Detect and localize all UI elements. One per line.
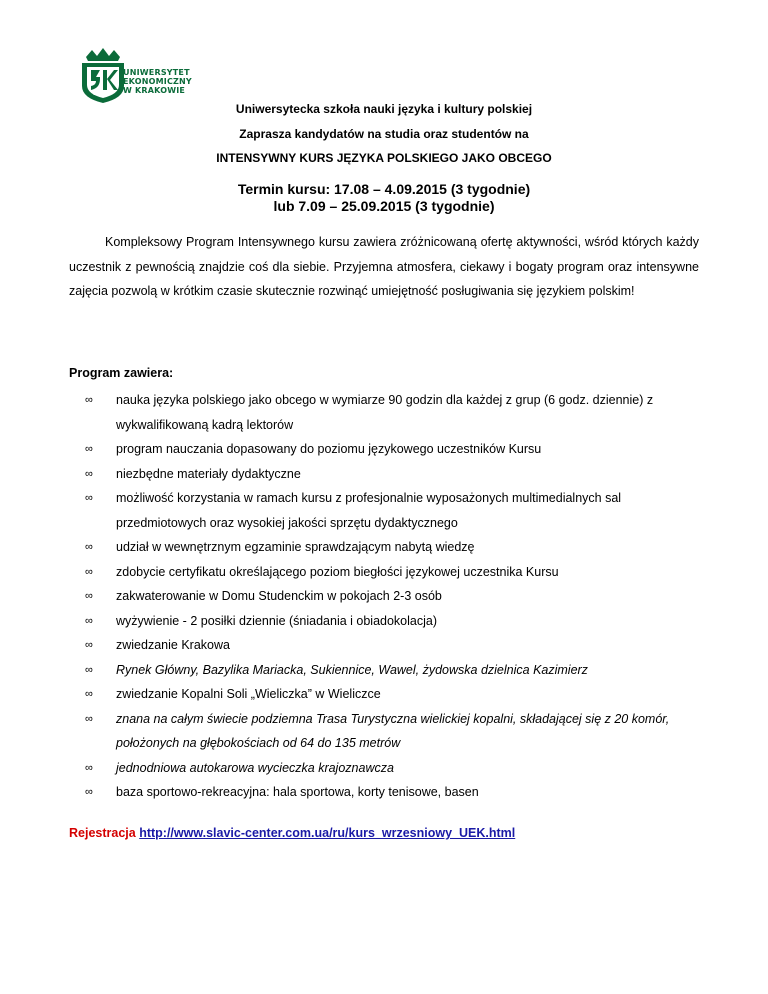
list-item: ∞ baza sportowo-rekreacyjna: hala sportowa, korty tenisowe, basen — [69, 780, 709, 805]
school-name: Uniwersytecka szkoła nauki języka i kultury polskiej — [235, 102, 533, 116]
list-item: ∞ wyżywienie - 2 posiłki dziennie (śniadania i obiadokolacja) — [69, 609, 709, 634]
infinity-bullet-icon: ∞ — [85, 565, 93, 578]
invitation-line: Zaprasza kandydatów na studia oraz studentów na — [239, 127, 529, 141]
list-item: ∞ zakwaterowanie w Domu Studenckim w pokojach 2-3 osób — [69, 584, 709, 609]
list-item: ∞ program nauczania dopasowany do poziomu językowego uczestników Kursu — [69, 437, 709, 462]
course-title: INTENSYWNY KURS JĘZYKA POLSKIEGO JAKO OBCEGO — [216, 151, 552, 165]
registration-link[interactable]: http://www.slavic-center.com.ua/ru/kurs_wrzesniowy_UEK.html — [139, 826, 516, 840]
intro-paragraph: Kompleksowy Program Intensywnego kursu zawiera zróżnicowaną ofertę aktywności, wśród których każdy uczestnik z pewnością znajdzie coś dla siebie. Przyjemna atmosfera, ciekawy i bogaty program oraz intensywne zajęcia pozwolą w krótkim czasie skutecznie rozwinąć umiejętność posługiwania się językiem polskim! — [69, 235, 699, 298]
infinity-bullet-icon: ∞ — [85, 443, 93, 455]
program-title: Program zawiera: — [69, 366, 174, 380]
list-item: ∞ niezbędne materiały dydaktyczne — [69, 462, 709, 487]
infinity-bullet-icon: ∞ — [85, 492, 93, 504]
infinity-bullet-icon: ∞ — [85, 541, 93, 553]
infinity-bullet-icon: ∞ — [85, 761, 93, 774]
list-item: ∞ zdobycie certyfikatu określającego poziom biegłości językowej uczestnika Kursu — [69, 560, 709, 585]
list-item: ∞ możliwość korzystania w ramach kursu z profesjonalnie wyposażonych multimedialnych sal przedmiotowych oraz wysokiej jakości sprzętu dydaktycznego — [69, 486, 709, 535]
program-list — [69, 388, 709, 805]
infinity-bullet-icon: ∞ — [85, 590, 93, 602]
infinity-bullet-icon: ∞ — [85, 663, 93, 676]
list-item: ∞ Rynek Główny, Bazylika Mariacka, Sukiennice, Wawel, żydowska dzielnica Kazimierz — [69, 658, 709, 683]
term-first: Termin kursu: 17.08 – 4.09.2015 (3 tygodnie) — [237, 181, 531, 197]
logo-wordmark — [123, 68, 192, 95]
infinity-bullet-icon: ∞ — [85, 614, 93, 627]
term-second: lub 7.09 – 25.09.2015 (3 tygodnie) — [273, 198, 495, 214]
infinity-bullet-icon: ∞ — [85, 688, 93, 700]
list-item: ∞ zwiedzanie Kopalni Soli „Wieliczka” w Wieliczce — [69, 682, 709, 707]
logo-line: EKONOMICZNY — [123, 77, 192, 86]
list-item: ∞ nauka języka polskiego jako obcego w wymiarze 90 godzin dla każdej z grup (6 godz. dziennie) z wykwalifikowaną kadrą lektorów — [69, 388, 709, 437]
logo-line: UNIWERSYTET — [123, 68, 190, 77]
logo-year: 1925 — [93, 91, 106, 97]
list-item: ∞ zwiedzanie Krakowa — [69, 633, 709, 658]
list-item: ∞ znana na całym świecie podziemna Trasa Turystyczna wielickiej kopalni, składającej się z 20 komór, położonych na głębokościach od 64 do 135 metrów — [69, 707, 709, 756]
list-item: ∞ jednodniowa autokarowa wycieczka krajoznawcza — [69, 756, 709, 781]
registration-label: Rejestracja — [69, 826, 136, 840]
infinity-bullet-icon: ∞ — [85, 394, 93, 406]
infinity-bullet-icon: ∞ — [85, 639, 93, 651]
registration-line — [69, 826, 515, 840]
logo-line: W KRAKOWIE — [123, 86, 186, 95]
infinity-bullet-icon: ∞ — [85, 467, 93, 480]
list-item: ∞ udział w wewnętrznym egzaminie sprawdzającym nabytą wiedzę — [69, 535, 709, 560]
infinity-bullet-icon: ∞ — [85, 712, 93, 725]
infinity-bullet-icon: ∞ — [85, 786, 93, 798]
course-dates — [0, 181, 768, 215]
